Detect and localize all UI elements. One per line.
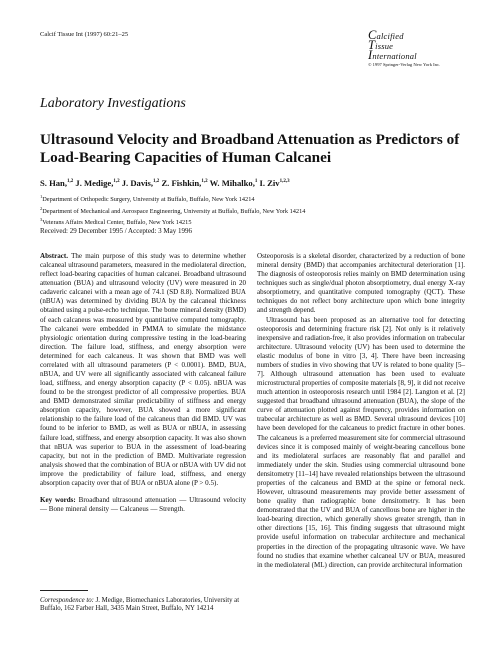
logo-line-3: International: [368, 48, 417, 62]
author-name: J. Medige,: [73, 178, 114, 188]
keywords-label: Key words:: [40, 496, 76, 505]
abstract: [40, 252, 246, 488]
correspondence-label: Correspondence to:: [40, 597, 94, 604]
author-name: Z. Fishkin,: [159, 178, 202, 188]
affiliation-item: $^1$Department of Orthopedic Surgery, University at Buffalo, Buffalo, New York 14214: [40, 194, 255, 204]
affiliation-item: $^3$Veterans Affairs Medical Center, Buffalo, New York 14215: [40, 217, 192, 227]
author-name: S. Han,: [40, 178, 67, 188]
author-affiliation-mark: 1,2: [201, 179, 208, 185]
abstract-label: Abstract.: [40, 252, 68, 260]
correspondence-text: J. Medige, Biomechanics Laboratories, University at Buffalo, 162 Farber Hall, 3435 Main Street, Buffalo, NY 14214: [40, 597, 240, 613]
logo-copyright: © 1997 Springer-Verlag New York Inc.: [368, 62, 441, 67]
received-accepted-dates: Received: 29 December 1995 / Accepted: 3 May 1996: [40, 227, 193, 235]
left-column: [40, 252, 246, 514]
body-paragraph-1: Osteoporosis is a skeletal disorder, characterized by a reduction of bone mineral density (BMD) that accompanies architectural deterioration [1]. The diagnosis of osteoporosis relies mainly on BMD determination using techniques such as single/dual photon absorptiometry, dual energy X-ray absorptiometry, and quantitative computed tomography (QCT). These techniques do not reflect bony architecture upon which bone integrity and strength depend.: [257, 252, 465, 315]
author-name: I. Ziv: [257, 178, 280, 188]
author-affiliation-mark: 1,2: [153, 179, 160, 185]
affiliation-list: [40, 193, 305, 228]
keywords: [40, 496, 246, 514]
section-label: Laboratory Investigations: [40, 96, 186, 111]
author-name: J. Davis,: [119, 178, 154, 188]
footnote-divider: [40, 590, 88, 591]
body-paragraph-2: Ultrasound has been proposed as an alternative tool for detecting osteoporosis and determining fracture risk [2]. Not only is it relatively inexpensive and radiation-free, it also provides information on trabecular architecture. Ultrasound velocity (UV) has been used to determine the elastic modulus of bone in vitro [3, 4]. There have been increasing numbers of studies in vivo showing that UV is related to bone quality [5–7]. Although ultrasound attenuation has been used to evaluate microstructural properties of composite materials [8, 9], it did not receive much attention in osteoporosis research until 1984 [2]. Langton et al. [2] suggested that broadband ultrasound attenuation (BUA), the slope of the curve of attenuation plotted against frequency, provides information on trabecular architecture as well as BMD. Several ultrasound devices [10] have been developed for the calcaneus to predict fracture in other bones. The calcaneus is a preferred measurement site for commercial ultrasound devices since it is composed mainly of weight-bearing cancellous bone and its mediolateral surfaces are reasonably flat and parallel and immediately under the skin. Studies using commercial ultrasound bone densitometry [11–14] have revealed relationships between the ultrasound properties of the calcaneus and BMD at the spine or femoral neck. However, ultrasound measurements may provide better assessment of bone quality than radiographic bone densitometry. It has been demonstrated that the UV and BUA of cancellous bone are higher in the load-bearing direction, which generally shows greater strength, than in other directions [15, 16]. This finding suggests that ultrasound might provide useful information on trabecular architecture and mechanical properties in the direction of the propagating ultrasonic wave. We have found no studies that examine whether calcaneal UV or BUA, measured in the mediolateral (ML) direction, can provide architectural information: [257, 315, 465, 569]
journal-citation: Calcif Tissue Int (1997) 60:21–25: [40, 31, 129, 38]
author-affiliation-mark: 1,2: [113, 179, 120, 185]
keywords-text: Broadband ultrasound attenuation — Ultrasound velocity — Bone mineral density — Calcaneus — Strength.: [40, 496, 246, 514]
journal-logo: [368, 28, 468, 67]
author-list: [40, 178, 290, 188]
right-column: [257, 252, 465, 570]
correspondence-footnote: [40, 597, 246, 614]
author-name: W. Mihalko,: [207, 178, 255, 188]
author-affiliation-mark: 1,2: [67, 179, 74, 185]
author-affiliation-mark: 1,2,3: [279, 179, 290, 185]
logo-line-2: Tissue: [368, 38, 394, 52]
affiliation-item: $^2$Department of Mechanical and Aerospace Engineering, University at Buffalo, Buffalo, New York 14214: [40, 205, 306, 215]
abstract-text: The main purpose of this study was to determine whether calcaneal ultrasound parameters, measured in the mediolateral direction, reflect load-bearing capacities of human calcanei. Broadband ultrasound attenuation (BUA) and ultrasound velocity (UV) were measured in 20 cadaveric calcanei with a mean age of 74.1 (SD 8.8). Normalized BUA (nBUA) was determined by dividing BUA by the calcaneal thickness obtained using a pulse-echo technique. The bone mineral density (BMD) of each calcaneus was measured by quantitative computed tomography. The calcanei were embedded in PMMA to simulate the midstance physiologic orientation during compressive testing in the load-bearing direction. The failure load, stiffness, and energy absorption were determined for each calcaneus. It was shown that BMD was well correlated with all ultrasound parameters (P < 0.0001). BMD, BUA, nBUA, and UV were all significantly associated with calcaneal failure load, stiffness, and energy absorption capacity (P < 0.05). nBUA was found to be the strongest predictor of all compressive properties. BUA and BMD demonstrated similar predictability of stiffness and energy absorption capacity, however, BUA showed a more significant relationship to the failure load of the calcaneus than did BMD. UV was found to be inferior to BMD, as well as BUA or nBUA, in assessing failure load, stiffness, and energy absorption capacity. It was also shown that nBUA was superior to BUA in the assessment of load-bearing capacity, but not in the prediction of BMD. Multivariate regression analysis showed that the combination of BUA or nBUA with UV did not improve the predictability of failure load, stiffness, and energy absorption capacity over that of BUA or nBUA alone (P > 0.5).: [40, 252, 246, 487]
logo-line-1: Calcified: [368, 28, 404, 42]
article-title: Ultrasound Velocity and Broadband Attenuation as Predictors of Load-Bearing Capacities of Human Calcanei: [40, 131, 460, 166]
author-affiliation-mark: 1: [254, 179, 258, 185]
